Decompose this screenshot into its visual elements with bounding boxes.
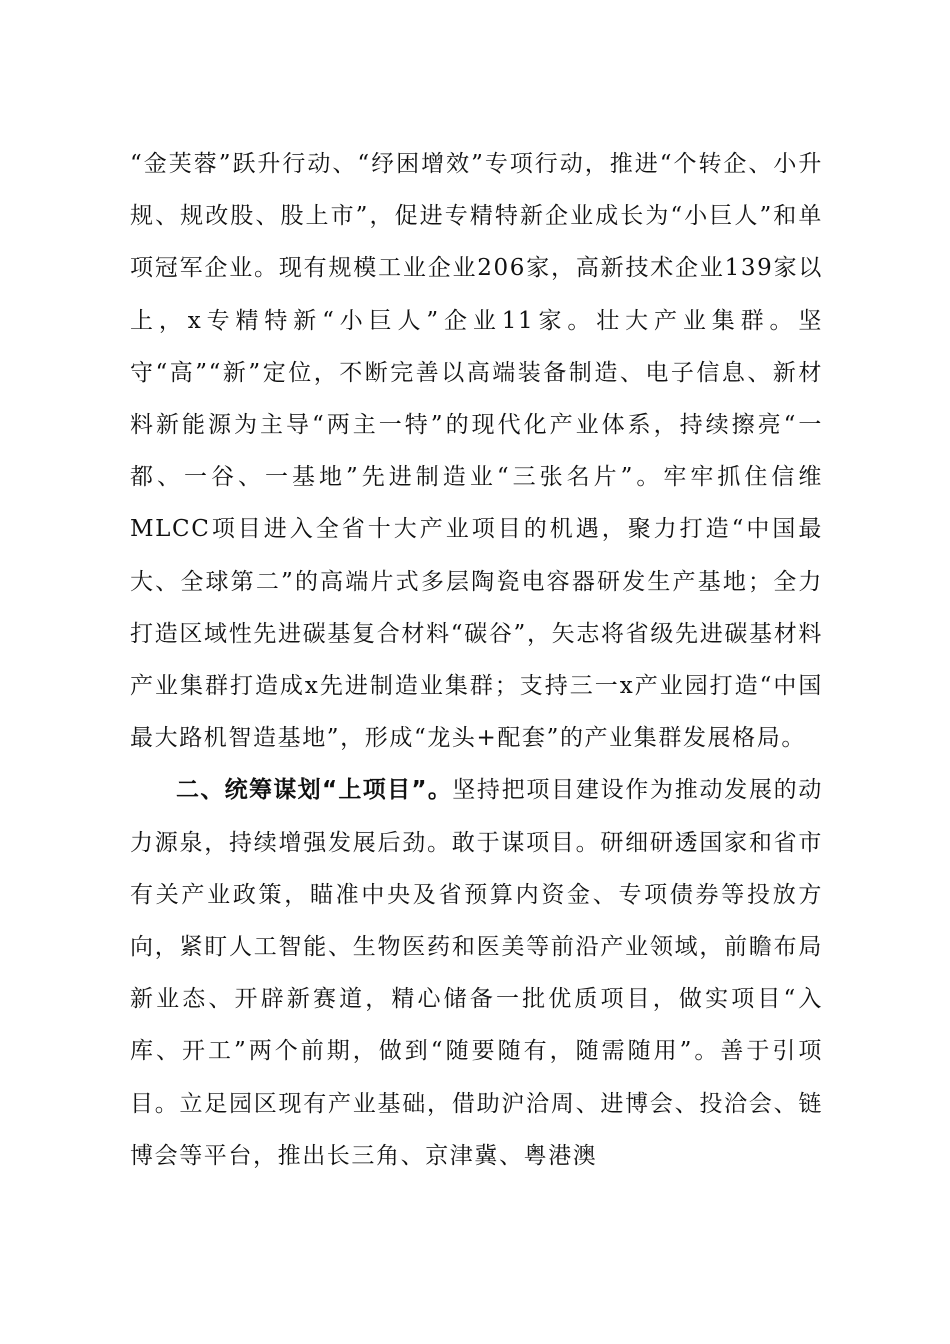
section-body-projects: 坚持把项目建设作为推动发展的动力源泉，持续增强发展后劲。敢于谋项目。研细研透国家和省市有关产业政策，瞄准中央及省预算内资金、专项债券等投放方向，紧盯人工智能、生物医药和医美等前沿产业领域，前瞻布局新业态、开辟新赛道，精心储备一批优质项目，做实项目“入库、开工”两个前期，做到“随要随有，随需随用”。善于引项目。立足园区现有产业基础，借助沪洽周、进博会、投洽会、链博会等平台，推出长三角、京津冀、粤港澳: [130, 777, 823, 1169]
section-heading-projects: 二、统筹谋划“上项目”。: [176, 777, 453, 804]
document-body: [130, 138, 823, 1182]
paragraph-projects: [130, 764, 823, 1182]
paragraph-industry-clusters: “金芙蓉”跃升行动、“纾困增效”专项行动，推进“个转企、小升规、规改股、股上市”，促进专精特新企业成长为“小巨人”和单项冠军企业。现有规模工业企业206家，高新技术企业139家以上，x专精特新“小巨人”企业11家。壮大产业集群。坚守“高”“新”定位，不断完善以高端装备制造、电子信息、新材料新能源为主导“两主一特”的现代化产业体系，持续擦亮“一都、一谷、一基地”先进制造业“三张名片”。牢牢抓住信维MLCC项目进入全省十大产业项目的机遇，聚力打造“中国最大、全球第二”的高端片式多层陶瓷电容器研发生产基地；全力打造区域性先进碳基复合材料“碳谷”，矢志将省级先进碳基材料产业集群打造成x先进制造业集群；支持三一x产业园打造“中国最大路机智造基地”，形成“龙头+配套”的产业集群发展格局。: [130, 151, 823, 752]
